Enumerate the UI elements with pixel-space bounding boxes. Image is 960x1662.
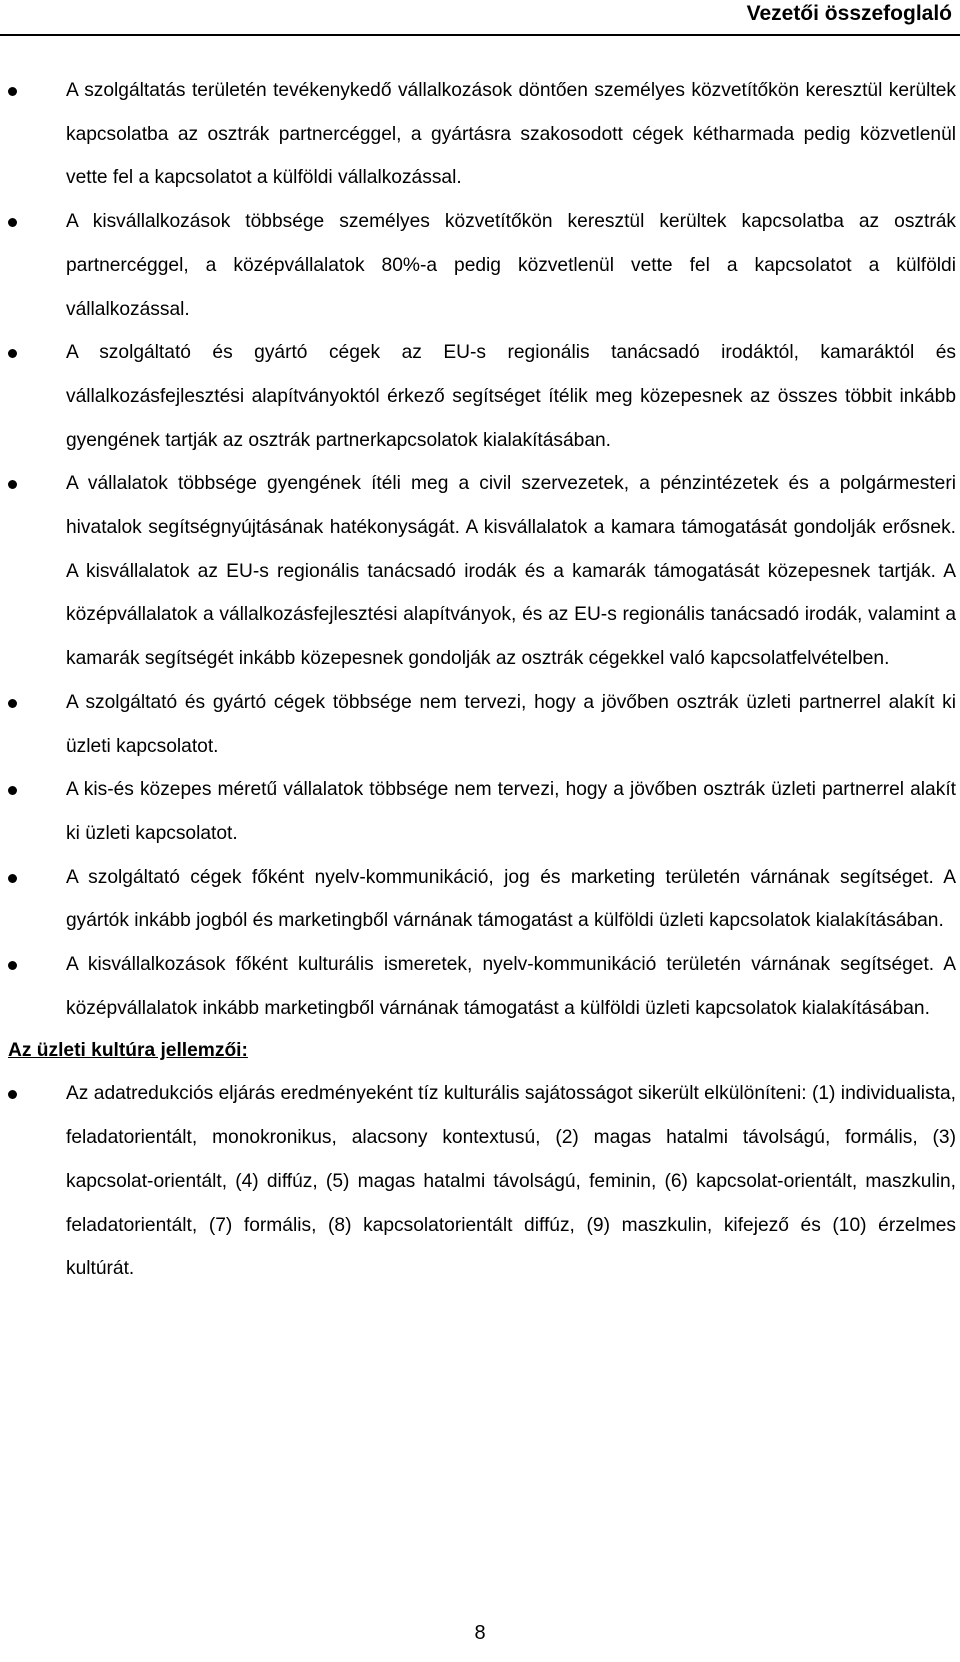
bullet-item: A szolgáltató és gyártó cégek az EU-s regionális tanácsadó irodáktól, kamaráktól és vállalkozásfejlesztési alapítványoktól érkező segítséget ítélik meg közepesnek az összes többit inkább gyengének tartják az osztrák partnerkapcsolatok kialakításában. [8,331,956,462]
page-header [0,0,960,36]
section-heading-business-culture: Az üzleti kultúra jellemzői: [8,1040,248,1062]
bullet-item: A kis-és közepes méretű vállalatok többsége nem tervezi, hogy a jövőben osztrák üzleti partnerrel alakít ki üzleti kapcsolatot. [8,768,956,855]
bullet-item: A szolgáltató cégek főként nyelv-kommunikáció, jog és marketing területén várnának segítséget. A gyártók inkább jogból és marketingből várnának támogatást a külföldi üzleti kapcsolatok kialakításában. [8,856,956,943]
bullet-item: A kisvállalkozások többsége személyes közvetítőkön keresztül kerültek kapcsolatba az osztrák partnercéggel, a középvállalatok 80%-a pedig közvetlenül vette fel a kapcsolatot a külföldi vállalkozással. [8,200,956,331]
bullet-item: A vállalatok többsége gyengének ítéli meg a civil szervezetek, a pénzintézetek és a polgármesteri hivatalok segítségnyújtásának hatékonyságát. A kisvállalatok a kamara támogatását gondolják erősnek. A kisvállalatok az EU-s regionális tanácsadó irodák és a kamarák támogatását közepesnek tartják. A középvállalatok a vállalkozásfejlesztési alapítványok, és az EU-s regionális tanácsadó irodák, valamint a kamarák segítségét inkább közepesnek gondolják az osztrák cégekkel való kapcsolatfelvételben. [8,462,956,681]
bullet-item: A kisvállalkozások főként kulturális ismeretek, nyelv-kommunikáció területén várnának segítséget. A középvállalatok inkább marketingből várnának támogatást a külföldi üzleti kapcsolatok kialakításában. [8,943,956,1030]
header-title: Vezetői összefoglaló [746,2,952,25]
page-number: 8 [474,1622,486,1644]
summary-bullet-list [8,69,956,1030]
culture-bullet-list [8,1072,956,1291]
bullet-item: Az adatredukciós eljárás eredményeként tíz kulturális sajátosságot sikerült elkülöníteni: (1) individualista, feladatorientált, monokronikus, alacsony kontextusú, (2) magas hatalmi távolságú, formális, (3) kapcsolat-orientált, (4) diffúz, (5) magas hatalmi távolságú, feminin, (6) kapcsolat-orientált, maszkulin, feladatorientált, (7) formális, (8) kapcsolatorientált diffúz, (9) maszkulin, kifejező és (10) érzelmes kultúrát. [8,1072,956,1291]
document-body [8,69,956,1291]
bullet-item: A szolgáltató és gyártó cégek többsége nem tervezi, hogy a jövőben osztrák üzleti partnerrel alakít ki üzleti kapcsolatot. [8,681,956,768]
bullet-item: A szolgáltatás területén tevékenykedő vállalkozások döntően személyes közvetítőkön keresztül kerültek kapcsolatba az osztrák partnercéggel, a gyártásra szakosodott cégek kétharmada pedig közvetlenül vette fel a kapcsolatot a külföldi vállalkozással. [8,69,956,200]
